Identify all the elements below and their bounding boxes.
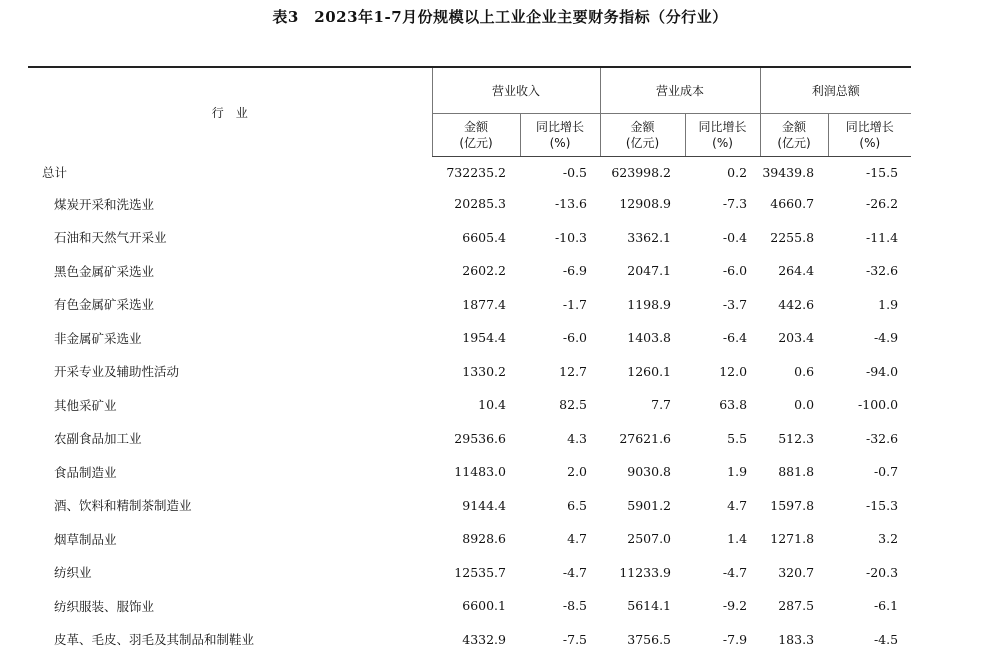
cost-amount-cell: 5614.1 <box>600 589 685 623</box>
industry-name-cell: 纺织业 <box>28 556 432 590</box>
profit-amount-cell: 39439.8 <box>760 157 828 188</box>
cost-growth-cell: -9.2 <box>685 589 760 623</box>
revenue-growth-cell: -6.9 <box>520 254 600 288</box>
industry-name-cell: 总计 <box>28 157 432 188</box>
cost-growth-cell: 5.5 <box>685 422 760 456</box>
revenue-amount-cell: 2602.2 <box>432 254 520 288</box>
revenue-amount-cell: 12535.7 <box>432 556 520 590</box>
profit-growth-cell: -0.7 <box>828 455 911 489</box>
revenue-growth-cell: -1.7 <box>520 288 600 322</box>
revenue-growth-cell: -0.5 <box>520 157 600 188</box>
cost-growth-cell: 12.0 <box>685 355 760 389</box>
profit-amount-cell: 0.6 <box>760 355 828 389</box>
cost-growth-cell: 1.9 <box>685 455 760 489</box>
profit-growth-cell: -26.2 <box>828 187 911 221</box>
cost-amount-cell: 3362.1 <box>600 221 685 255</box>
table-title: 表3 2023年1-7月份规模以上工业企业主要财务指标（分行业） <box>0 6 1000 27</box>
revenue-growth-cell: -7.5 <box>520 623 600 656</box>
revenue-amount-cell: 6605.4 <box>432 221 520 255</box>
cost-amount-cell: 2047.1 <box>600 254 685 288</box>
profit-growth-cell: -4.5 <box>828 623 911 656</box>
cost-growth-cell: -6.0 <box>685 254 760 288</box>
revenue-header: 营业收入 <box>432 67 600 114</box>
profit-growth-cell: -4.9 <box>828 321 911 355</box>
cost-growth-cell: -0.4 <box>685 221 760 255</box>
cost-growth-cell: 63.8 <box>685 388 760 422</box>
revenue-growth-cell: 82.5 <box>520 388 600 422</box>
table-row <box>28 187 911 221</box>
cost-amount-cell: 1260.1 <box>600 355 685 389</box>
industry-name-cell: 农副食品加工业 <box>28 422 432 456</box>
cost-amount-header: 金额 (亿元) <box>600 114 685 157</box>
revenue-growth-cell: -10.3 <box>520 221 600 255</box>
revenue-amount-cell: 1330.2 <box>432 355 520 389</box>
industry-name-cell: 煤炭开采和洗选业 <box>28 187 432 221</box>
revenue-growth-cell: 4.3 <box>520 422 600 456</box>
profit-growth-cell: -32.6 <box>828 422 911 456</box>
table-row <box>28 221 911 255</box>
industry-name-cell: 石油和天然气开采业 <box>28 221 432 255</box>
cost-amount-cell: 2507.0 <box>600 522 685 556</box>
table-row <box>28 556 911 590</box>
revenue-growth-header: 同比增长 (%) <box>520 114 600 157</box>
profit-growth-cell: 3.2 <box>828 522 911 556</box>
cost-amount-cell: 3756.5 <box>600 623 685 656</box>
profit-amount-cell: 264.4 <box>760 254 828 288</box>
cost-amount-cell: 7.7 <box>600 388 685 422</box>
profit-growth-cell: -15.3 <box>828 489 911 523</box>
revenue-amount-cell: 10.4 <box>432 388 520 422</box>
profit-growth-cell: -15.5 <box>828 157 911 188</box>
revenue-amount-cell: 732235.2 <box>432 157 520 188</box>
table-row <box>28 288 911 322</box>
profit-amount-cell: 2255.8 <box>760 221 828 255</box>
profit-growth-cell: -20.3 <box>828 556 911 590</box>
revenue-growth-cell: -8.5 <box>520 589 600 623</box>
revenue-amount-cell: 1877.4 <box>432 288 520 322</box>
table-row <box>28 422 911 456</box>
industry-name-cell: 食品制造业 <box>28 455 432 489</box>
cost-amount-cell: 1403.8 <box>600 321 685 355</box>
profit-growth-cell: -11.4 <box>828 221 911 255</box>
revenue-amount-cell: 8928.6 <box>432 522 520 556</box>
profit-amount-cell: 4660.7 <box>760 187 828 221</box>
profit-amount-cell: 320.7 <box>760 556 828 590</box>
table-row <box>28 489 911 523</box>
table-row <box>28 355 911 389</box>
cost-amount-cell: 1198.9 <box>600 288 685 322</box>
table-row <box>28 321 911 355</box>
profit-amount-cell: 1597.8 <box>760 489 828 523</box>
industry-name-cell: 黑色金属矿采选业 <box>28 254 432 288</box>
profit-growth-cell: -94.0 <box>828 355 911 389</box>
revenue-amount-cell: 11483.0 <box>432 455 520 489</box>
cost-header: 营业成本 <box>600 67 760 114</box>
table-row <box>28 522 911 556</box>
cost-growth-cell: -4.7 <box>685 556 760 590</box>
revenue-amount-cell: 29536.6 <box>432 422 520 456</box>
table-row <box>28 589 911 623</box>
industry-name-cell: 有色金属矿采选业 <box>28 288 432 322</box>
revenue-growth-cell: 12.7 <box>520 355 600 389</box>
revenue-amount-header: 金额 (亿元) <box>432 114 520 157</box>
profit-growth-header: 同比增长 (%) <box>828 114 911 157</box>
revenue-amount-cell: 4332.9 <box>432 623 520 656</box>
cost-amount-cell: 9030.8 <box>600 455 685 489</box>
industry-name-cell: 烟草制品业 <box>28 522 432 556</box>
table-row <box>28 455 911 489</box>
profit-amount-cell: 203.4 <box>760 321 828 355</box>
revenue-growth-cell: 2.0 <box>520 455 600 489</box>
profit-growth-cell: -100.0 <box>828 388 911 422</box>
cost-growth-cell: -3.7 <box>685 288 760 322</box>
profit-amount-cell: 881.8 <box>760 455 828 489</box>
revenue-amount-cell: 9144.4 <box>432 489 520 523</box>
cost-growth-cell: -6.4 <box>685 321 760 355</box>
cost-amount-cell: 27621.6 <box>600 422 685 456</box>
revenue-growth-cell: -6.0 <box>520 321 600 355</box>
cost-growth-header: 同比增长 (%) <box>685 114 760 157</box>
revenue-amount-cell: 6600.1 <box>432 589 520 623</box>
table-row-total <box>28 157 911 188</box>
profit-header: 利润总额 <box>760 67 911 114</box>
profit-growth-cell: -32.6 <box>828 254 911 288</box>
profit-amount-cell: 287.5 <box>760 589 828 623</box>
cost-amount-cell: 5901.2 <box>600 489 685 523</box>
cost-growth-cell: -7.3 <box>685 187 760 221</box>
cost-amount-cell: 623998.2 <box>600 157 685 188</box>
revenue-growth-cell: -13.6 <box>520 187 600 221</box>
profit-growth-cell: -6.1 <box>828 589 911 623</box>
profit-amount-header: 金额 (亿元) <box>760 114 828 157</box>
revenue-growth-cell: 6.5 <box>520 489 600 523</box>
revenue-growth-cell: 4.7 <box>520 522 600 556</box>
industry-header: 行 业 <box>28 67 432 157</box>
profit-amount-cell: 442.6 <box>760 288 828 322</box>
industry-name-cell: 开采专业及辅助性活动 <box>28 355 432 389</box>
industry-name-cell: 其他采矿业 <box>28 388 432 422</box>
revenue-amount-cell: 20285.3 <box>432 187 520 221</box>
profit-amount-cell: 1271.8 <box>760 522 828 556</box>
revenue-growth-cell: -4.7 <box>520 556 600 590</box>
financial-indicators-table <box>28 66 911 656</box>
cost-growth-cell: 0.2 <box>685 157 760 188</box>
cost-growth-cell: 1.4 <box>685 522 760 556</box>
profit-amount-cell: 183.3 <box>760 623 828 656</box>
cost-amount-cell: 12908.9 <box>600 187 685 221</box>
profit-amount-cell: 0.0 <box>760 388 828 422</box>
industry-name-cell: 纺织服装、服饰业 <box>28 589 432 623</box>
cost-growth-cell: 4.7 <box>685 489 760 523</box>
table-row <box>28 254 911 288</box>
industry-name-cell: 非金属矿采选业 <box>28 321 432 355</box>
industry-name-cell: 皮革、毛皮、羽毛及其制品和制鞋业 <box>28 623 432 656</box>
profit-amount-cell: 512.3 <box>760 422 828 456</box>
cost-growth-cell: -7.9 <box>685 623 760 656</box>
cost-amount-cell: 11233.9 <box>600 556 685 590</box>
industry-name-cell: 酒、饮料和精制茶制造业 <box>28 489 432 523</box>
table-row <box>28 388 911 422</box>
revenue-amount-cell: 1954.4 <box>432 321 520 355</box>
profit-growth-cell: 1.9 <box>828 288 911 322</box>
